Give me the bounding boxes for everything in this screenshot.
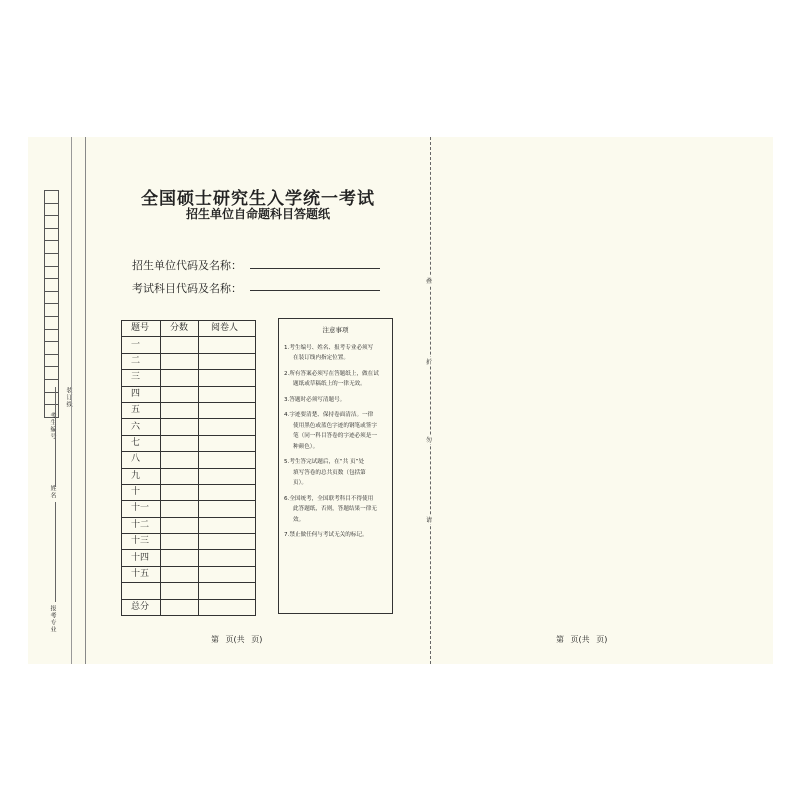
id-box[interactable] [44,216,59,229]
score-cell[interactable] [161,402,199,418]
note-item [279,395,392,406]
id-box[interactable] [44,342,59,355]
table-row [122,386,256,402]
unit-code-label: 招生单位代码及名称： [132,259,242,272]
subject-code-input-line[interactable] [250,290,380,291]
note-item [279,494,392,526]
note-line: 在装订线内指定位置。 [293,355,349,361]
grader-cell[interactable] [199,484,256,500]
question-number: 六 [122,419,161,435]
score-cell[interactable] [161,517,199,533]
table-row [122,501,256,517]
grader-cell[interactable] [199,435,256,451]
grader-cell[interactable] [199,370,256,386]
question-number: 八 [122,452,161,468]
note-item [279,530,392,541]
grader-cell[interactable] [199,386,256,402]
grader-cell[interactable] [199,566,256,582]
note-line: 种颜色）。 [293,443,319,450]
question-number: 三 [122,370,161,386]
score-cell[interactable] [161,550,199,566]
id-box[interactable] [44,304,59,317]
fold-line [430,137,431,664]
note-line: 填写答卷的总共页数（包括第 [293,469,366,476]
major-label: 报考专业 [49,605,56,633]
examinee-number-line [55,387,56,487]
id-box[interactable] [44,267,59,280]
name-line [55,502,56,602]
fold-mark-1: 叠 [426,278,433,285]
score-cell[interactable] [161,337,199,353]
grader-cell[interactable] [199,452,256,468]
grader-cell[interactable] [199,468,256,484]
note-line: 笔（同一科目答卷的字迹必须是一 [293,433,377,439]
id-box[interactable] [44,204,59,217]
id-box[interactable] [44,380,59,393]
note-line: 1.考生编号、姓名、报考专业必须写 [284,344,374,351]
score-cell[interactable] [161,435,199,451]
header-grader: 阅卷人 [199,321,256,337]
grader-cell[interactable] [199,599,256,615]
id-box[interactable] [44,254,59,267]
score-cell[interactable] [161,599,199,615]
question-number: 五 [122,402,161,418]
question-number: 十一 [122,501,161,517]
id-box[interactable] [44,393,59,406]
score-cell[interactable] [161,484,199,500]
id-box[interactable] [44,279,59,292]
fold-mark-3: 勿 [426,437,433,444]
unit-code-input-line[interactable] [250,268,380,269]
note-line: 5.考生答完试题后，在“共 页”处 [284,459,365,465]
score-cell[interactable] [161,468,199,484]
score-cell[interactable] [161,566,199,582]
table-row [122,550,256,566]
note-item [279,410,392,452]
score-cell[interactable] [161,534,199,550]
score-cell[interactable] [161,386,199,402]
table-row [122,566,256,582]
score-cell[interactable] [161,419,199,435]
score-cell[interactable] [161,501,199,517]
question-number [122,583,161,599]
grader-cell[interactable] [199,501,256,517]
grader-cell[interactable] [199,583,256,599]
note-line: 题纸或草稿纸上的一律无效。 [293,381,366,387]
id-box[interactable] [44,241,59,254]
table-row [122,599,256,615]
binding-line-label: 装订线 [65,387,72,408]
table-row [122,402,256,418]
score-cell[interactable] [161,370,199,386]
fold-mark-2: 折 [426,359,433,366]
notes-box [278,318,393,614]
question-number: 四 [122,386,161,402]
id-box[interactable] [44,355,59,368]
question-number: 十二 [122,517,161,533]
id-box[interactable] [44,292,59,305]
table-row [122,468,256,484]
header-question-no: 题号 [122,321,161,337]
question-number: 十三 [122,534,161,550]
question-number: 十五 [122,566,161,582]
question-number: 总分 [122,599,161,615]
id-box[interactable] [44,367,59,380]
grader-cell[interactable] [199,402,256,418]
question-number: 一 [122,337,161,353]
score-cell[interactable] [161,353,199,369]
margin-border [85,137,86,664]
note-line: 此答题纸，否则，答题结果一律无 [293,506,377,512]
question-number: 十 [122,484,161,500]
grader-cell[interactable] [199,353,256,369]
score-cell[interactable] [161,583,199,599]
table-row [122,435,256,451]
question-number: 十四 [122,550,161,566]
table-row [122,419,256,435]
notes-title: 注意事项 [322,326,349,334]
exam-title: 全国硕士研究生入学统一考试 [141,189,375,209]
score-table [121,320,256,616]
table-row [122,452,256,468]
question-number: 九 [122,468,161,484]
table-row [122,484,256,500]
id-box[interactable] [44,229,59,242]
grader-cell[interactable] [199,534,256,550]
table-row [122,583,256,599]
exam-subtitle: 招生单位自命题科目答题纸 [185,207,330,221]
question-number: 二 [122,353,161,369]
table-header-row [122,321,256,337]
grader-cell[interactable] [199,419,256,435]
note-item [279,457,392,489]
note-line: 使用黑色或蓝色字迹的钢笔或签字 [293,422,377,429]
note-line: 7.禁止做任何与考试无关的标记。 [284,532,368,538]
score-cell[interactable] [161,452,199,468]
fold-mark-4: 请 [426,517,433,524]
note-line: 6.全国统考，全国联考科目不得使用 [284,495,374,502]
header-score: 分数 [161,321,199,337]
examinee-number-label: 考生编号 [49,412,56,440]
id-box[interactable] [44,330,59,343]
note-line: 效。 [293,516,305,523]
name-label: 姓名 [49,485,56,499]
question-number: 七 [122,435,161,451]
page-number-left: 第 页(共 页) [211,635,263,644]
id-box[interactable] [44,317,59,330]
id-box[interactable] [44,190,59,204]
table-row [122,353,256,369]
note-line: 2.所有答案必须写在答题纸上，做在试 [284,370,379,377]
grader-cell[interactable] [199,550,256,566]
note-item [279,369,392,390]
subject-code-label: 考试科目代码及名称： [132,282,242,295]
grader-cell[interactable] [199,337,256,353]
page-number-right: 第 页(共 页) [556,635,608,644]
note-line: 页）。 [293,480,307,486]
note-line: 4.字迹要清楚、保持卷面清洁。一律 [284,412,374,418]
table-row [122,534,256,550]
grader-cell[interactable] [199,517,256,533]
table-row [122,517,256,533]
binding-line [71,137,72,664]
table-row [122,337,256,353]
answer-sheet [28,137,773,664]
note-item [279,343,392,364]
note-line: 3.答题时必须写清题号。 [284,396,346,403]
examinee-id-boxes [44,190,58,418]
table-row [122,370,256,386]
